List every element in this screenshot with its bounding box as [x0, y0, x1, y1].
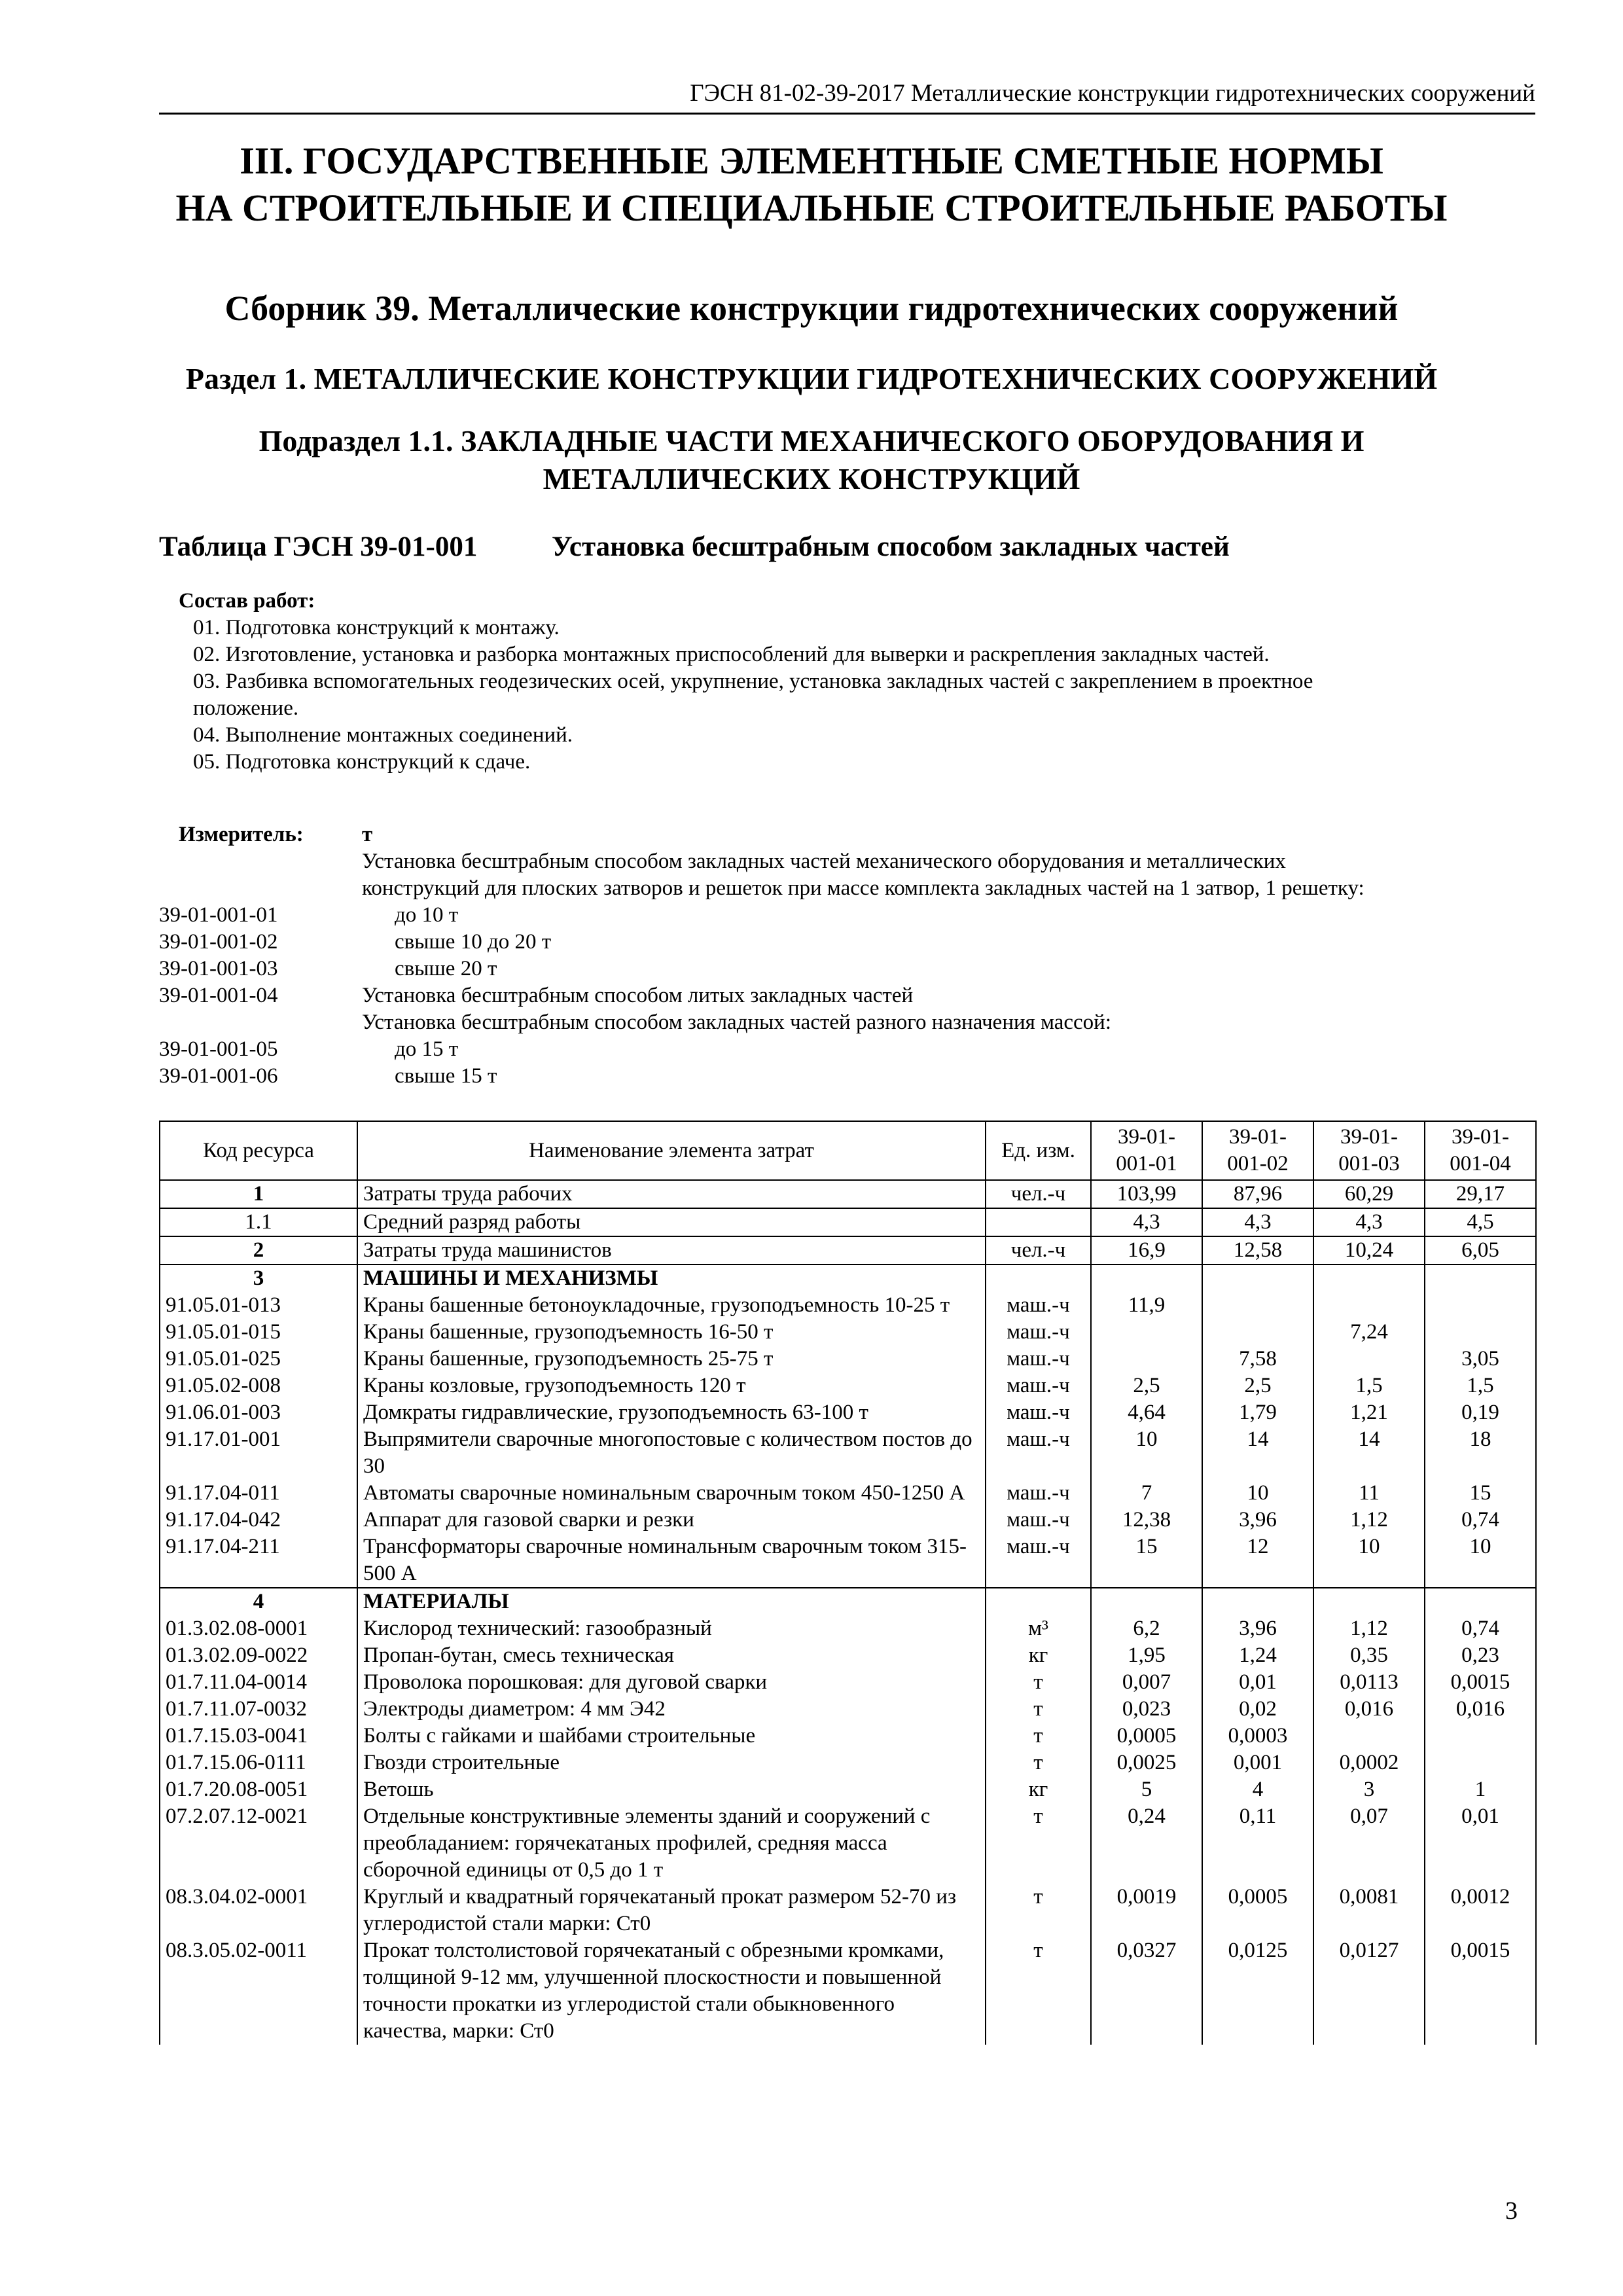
cell-value: 0,016	[1425, 1696, 1536, 1723]
table-row	[160, 1292, 1536, 1319]
section-title: Раздел 1. МЕТАЛЛИЧЕСКИЕ КОНСТРУКЦИИ ГИДРОТЕХНИЧЕСКИХ СООРУЖЕНИЙ	[185, 362, 1438, 395]
cell-unit: т	[986, 1669, 1091, 1696]
cell-code: 1	[160, 1180, 357, 1208]
header-col-line: 001-02	[1227, 1152, 1289, 1175]
collection-title: Сборник 39. Металлические конструкции гидротехнических сооружений	[224, 289, 1399, 328]
meter-text: до 15 т	[395, 1037, 459, 1061]
header-code: Код ресурса	[160, 1121, 357, 1180]
meter-code: 39-01-001-04	[159, 984, 278, 1007]
cell-value	[1313, 1265, 1425, 1292]
cell-value	[1202, 1265, 1313, 1292]
meter-text: свыше 15 т	[395, 1064, 497, 1088]
cell-value: 12,58	[1202, 1236, 1313, 1265]
cell-code: 91.05.01-013	[160, 1292, 357, 1319]
cell-code: 01.7.20.08-0051	[160, 1776, 357, 1803]
cell-value: 0,023	[1091, 1696, 1202, 1723]
table-row	[160, 1319, 1536, 1346]
cell-value	[1313, 1588, 1425, 1615]
cell-value: 1,24	[1202, 1642, 1313, 1669]
cell-name: Краны козловые, грузоподъемность 120 т	[357, 1372, 986, 1399]
table-row	[160, 1803, 1536, 1884]
cell-name: Пропан-бутан, смесь техническая	[357, 1642, 986, 1669]
cell-value	[1091, 1265, 1202, 1292]
meter-text: Установка бесштрабным способом литых закладных частей	[362, 984, 914, 1007]
cell-value: 87,96	[1202, 1180, 1313, 1208]
cell-value: 4	[1202, 1776, 1313, 1803]
cell-value: 0,01	[1202, 1669, 1313, 1696]
cell-value: 6,05	[1425, 1236, 1536, 1265]
meter-row	[159, 1009, 1535, 1036]
cell-name: Трансформаторы сварочные номинальным сварочным током 315-500 А	[357, 1534, 986, 1588]
cell-code: 01.3.02.09-0022	[160, 1642, 357, 1669]
cell-name: Гвозди строительные	[357, 1749, 986, 1776]
table-row	[160, 1426, 1536, 1480]
header-name: Наименование элемента затрат	[357, 1121, 986, 1180]
meter-label: Измеритель:	[179, 823, 304, 846]
header-unit: Ед. изм.	[986, 1121, 1091, 1180]
table-row	[160, 1937, 1536, 2045]
cell-name: Отдельные конструктивные элементы зданий и сооружений с преобладанием: горячекатаных профилей, средняя масса сборочной единицы от 0,5 до 1 т	[357, 1803, 986, 1884]
cell-unit: м³	[986, 1615, 1091, 1642]
cell-value	[1202, 1319, 1313, 1346]
cell-unit: т	[986, 1803, 1091, 1884]
cell-value: 0,24	[1091, 1803, 1202, 1884]
meter-row	[159, 1036, 1535, 1063]
running-head: ГЭСН 81-02-39-2017 Металлические конструкции гидротехнических сооружений	[159, 77, 1535, 115]
table-row	[160, 1615, 1536, 1642]
cell-value: 0,0127	[1313, 1937, 1425, 2045]
cell-value: 7,24	[1313, 1319, 1425, 1346]
cell-name: Круглый и квадратный горячекатаный прокат размером 52-70 из углеродистой стали марки: Ст0	[357, 1884, 986, 1937]
cell-value: 10	[1091, 1426, 1202, 1480]
cell-value	[1425, 1749, 1536, 1776]
subsection-title-line: Подраздел 1.1. ЗАКЛАДНЫЕ ЧАСТИ МЕХАНИЧЕСКОГО ОБОРУДОВАНИЯ И	[259, 424, 1364, 457]
meter-code: 39-01-001-05	[159, 1037, 278, 1061]
meter-text: до 10 т	[395, 903, 459, 927]
cell-unit: т	[986, 1749, 1091, 1776]
cell-value: 4,5	[1425, 1208, 1536, 1236]
cell-value: 0,23	[1425, 1642, 1536, 1669]
cell-value	[1202, 1588, 1313, 1615]
cell-code: 91.17.04-211	[160, 1534, 357, 1588]
header-col-line: 39-01-	[1340, 1125, 1398, 1149]
cell-value: 3,96	[1202, 1507, 1313, 1534]
cell-name: Болты с гайками и шайбами строительные	[357, 1723, 986, 1749]
header-col	[1202, 1121, 1313, 1180]
table-row	[160, 1669, 1536, 1696]
cell-value: 0,35	[1313, 1642, 1425, 1669]
cell-name: МАТЕРИАЛЫ	[357, 1588, 986, 1615]
cell-name: Электроды диаметром: 4 мм Э42	[357, 1696, 986, 1723]
cell-value: 1,21	[1313, 1399, 1425, 1426]
page-number: 3	[1505, 2197, 1518, 2225]
cell-value: 1,5	[1425, 1372, 1536, 1399]
cell-value	[1313, 1346, 1425, 1372]
table-row	[160, 1208, 1536, 1236]
cell-value: 12,38	[1091, 1507, 1202, 1534]
cell-value: 0,016	[1313, 1696, 1425, 1723]
cell-name: Выпрямители сварочные многопостовые с количеством постов до 30	[357, 1426, 986, 1480]
cell-value: 2,5	[1091, 1372, 1202, 1399]
cell-value: 0,0113	[1313, 1669, 1425, 1696]
cell-value: 0,74	[1425, 1615, 1536, 1642]
part-title-line: III. ГОСУДАРСТВЕННЫЕ ЭЛЕМЕНТНЫЕ СМЕТНЫЕ НОРМЫ	[240, 139, 1383, 182]
cell-name: Аппарат для газовой сварки и резки	[357, 1507, 986, 1534]
cell-name: Краны башенные, грузоподъемность 16-50 т	[357, 1319, 986, 1346]
cell-name: Краны башенные, грузоподъемность 25-75 т	[357, 1346, 986, 1372]
cell-value	[1091, 1346, 1202, 1372]
cell-value	[1425, 1292, 1536, 1319]
meter-row	[159, 929, 1535, 956]
cell-value: 15	[1091, 1534, 1202, 1588]
cell-value: 0,0019	[1091, 1884, 1202, 1937]
work-item: 03. Разбивка вспомогательных геодезических осей, укрупнение, установка закладных частей с закреплением в проектное	[193, 670, 1313, 693]
cell-value	[1313, 1292, 1425, 1319]
table-row	[160, 1346, 1536, 1372]
cell-value: 1,12	[1313, 1507, 1425, 1534]
cell-unit	[986, 1265, 1091, 1292]
cell-unit: маш.-ч	[986, 1346, 1091, 1372]
cell-value: 0,0002	[1313, 1749, 1425, 1776]
cell-name: Ветошь	[357, 1776, 986, 1803]
part-title	[0, 137, 1623, 232]
cell-value: 3,96	[1202, 1615, 1313, 1642]
cell-code: 07.2.07.12-0021	[160, 1803, 357, 1884]
table-row	[160, 1696, 1536, 1723]
cell-unit: чел.-ч	[986, 1236, 1091, 1265]
meter-row	[159, 821, 1535, 848]
table-row	[160, 1480, 1536, 1507]
cell-value: 15	[1425, 1480, 1536, 1507]
cell-name: Средний разряд работы	[357, 1208, 986, 1236]
subsection-title-line: МЕТАЛЛИЧЕСКИХ КОНСТРУКЦИЙ	[543, 462, 1080, 495]
cell-value: 3	[1313, 1776, 1425, 1803]
cell-value: 0,0015	[1425, 1937, 1536, 2045]
meter-block	[159, 821, 1535, 1090]
table-row	[160, 1372, 1536, 1399]
cell-value: 1,79	[1202, 1399, 1313, 1426]
norm-table	[159, 1121, 1537, 2045]
cell-unit: маш.-ч	[986, 1507, 1091, 1534]
header-col	[1091, 1121, 1202, 1180]
cell-unit: маш.-ч	[986, 1534, 1091, 1588]
meter-code: 39-01-001-01	[159, 903, 278, 927]
table-row	[160, 1884, 1536, 1937]
part-title-line: НА СТРОИТЕЛЬНЫЕ И СПЕЦИАЛЬНЫЕ СТРОИТЕЛЬНЫЕ РАБОТЫ	[175, 187, 1448, 229]
cell-value: 5	[1091, 1776, 1202, 1803]
table-row	[160, 1534, 1536, 1588]
table-body	[160, 1180, 1536, 2045]
cell-code: 08.3.05.02-0011	[160, 1937, 357, 2045]
cell-value: 0,02	[1202, 1696, 1313, 1723]
meter-row	[159, 902, 1535, 929]
cell-value	[1425, 1723, 1536, 1749]
table-row	[160, 1749, 1536, 1776]
meter-row	[159, 982, 1535, 1009]
cell-code: 91.06.01-003	[160, 1399, 357, 1426]
cell-value: 29,17	[1425, 1180, 1536, 1208]
cell-code: 01.7.15.03-0041	[160, 1723, 357, 1749]
meter-row	[159, 848, 1535, 875]
table-row	[160, 1236, 1536, 1265]
meter-text: Установка бесштрабным способом закладных частей механического оборудования и металлических	[362, 850, 1286, 873]
table-caption-code: Таблица ГЭСН 39-01-001	[159, 531, 478, 562]
cell-name: Краны башенные бетоноукладочные, грузоподъемность 10-25 т	[357, 1292, 986, 1319]
cell-value: 60,29	[1313, 1180, 1425, 1208]
cell-value: 0,0003	[1202, 1723, 1313, 1749]
header-col-line: 39-01-	[1118, 1125, 1175, 1149]
meter-row	[159, 956, 1535, 982]
cell-unit: маш.-ч	[986, 1426, 1091, 1480]
work-item: 02. Изготовление, установка и разборка монтажных приспособлений для выверки и раскрепления закладных частей.	[193, 643, 1270, 666]
cell-code: 91.17.01-001	[160, 1426, 357, 1480]
cell-value: 10	[1313, 1534, 1425, 1588]
table-row	[160, 1776, 1536, 1803]
header-col	[1425, 1121, 1536, 1180]
cell-value: 10	[1425, 1534, 1536, 1588]
cell-value: 6,2	[1091, 1615, 1202, 1642]
table-row	[160, 1723, 1536, 1749]
work-composition-heading: Состав работ:	[179, 589, 315, 613]
cell-value: 12	[1202, 1534, 1313, 1588]
table-row	[160, 1642, 1536, 1669]
cell-unit: маш.-ч	[986, 1399, 1091, 1426]
cell-value: 14	[1313, 1426, 1425, 1480]
cell-value: 10	[1202, 1480, 1313, 1507]
cell-value: 0,001	[1202, 1749, 1313, 1776]
cell-unit: маш.-ч	[986, 1372, 1091, 1399]
meter-code: 39-01-001-03	[159, 957, 278, 980]
cell-value: 0,11	[1202, 1803, 1313, 1884]
cell-value: 1,95	[1091, 1642, 1202, 1669]
cell-value: 0,007	[1091, 1669, 1202, 1696]
cell-unit: т	[986, 1937, 1091, 2045]
cell-value: 18	[1425, 1426, 1536, 1480]
cell-value: 0,0327	[1091, 1937, 1202, 2045]
cell-unit: маш.-ч	[986, 1292, 1091, 1319]
cell-code: 01.7.15.06-0111	[160, 1749, 357, 1776]
cell-value: 0,07	[1313, 1803, 1425, 1884]
meter-code: 39-01-001-06	[159, 1064, 278, 1088]
cell-value: 0,0081	[1313, 1884, 1425, 1937]
cell-code: 2	[160, 1236, 357, 1265]
work-item: 05. Подготовка конструкций к сдаче.	[193, 750, 531, 774]
cell-value: 0,74	[1425, 1507, 1536, 1534]
cell-value: 0,0015	[1425, 1669, 1536, 1696]
header-col	[1313, 1121, 1425, 1180]
table-row	[160, 1588, 1536, 1615]
cell-value	[1425, 1319, 1536, 1346]
cell-name: Прокат толстолистовой горячекатаный с обрезными кромками, толщиной 9-12 мм, улучшенной плоскостности и повышенной точности прокатки из углеродистой стали обыкновенного качества, марки: Ст0	[357, 1937, 986, 2045]
cell-value	[1425, 1588, 1536, 1615]
cell-code: 91.05.01-025	[160, 1346, 357, 1372]
cell-code: 91.17.04-042	[160, 1507, 357, 1534]
work-composition	[159, 588, 1535, 776]
cell-value: 7	[1091, 1480, 1202, 1507]
cell-code: 01.7.11.04-0014	[160, 1669, 357, 1696]
cell-value: 7,58	[1202, 1346, 1313, 1372]
meter-text: свыше 20 т	[395, 957, 497, 980]
cell-value: 0,01	[1425, 1803, 1536, 1884]
cell-value: 0,0125	[1202, 1937, 1313, 2045]
cell-code: 91.05.01-015	[160, 1319, 357, 1346]
cell-code: 91.17.04-011	[160, 1480, 357, 1507]
cell-value: 16,9	[1091, 1236, 1202, 1265]
cell-code: 08.3.04.02-0001	[160, 1884, 357, 1937]
cell-value: 10,24	[1313, 1236, 1425, 1265]
table-caption	[159, 529, 1230, 565]
meter-text: свыше 10 до 20 т	[395, 930, 552, 954]
cell-unit: чел.-ч	[986, 1180, 1091, 1208]
cell-value: 14	[1202, 1426, 1313, 1480]
table-row	[160, 1180, 1536, 1208]
subsection-title	[0, 422, 1623, 498]
work-item: 04. Выполнение монтажных соединений.	[193, 723, 573, 747]
cell-unit: кг	[986, 1642, 1091, 1669]
header-col-line: 39-01-	[1452, 1125, 1509, 1149]
work-item: 01. Подготовка конструкций к монтажу.	[193, 616, 560, 639]
cell-value	[1313, 1723, 1425, 1749]
cell-value: 0,0012	[1425, 1884, 1536, 1937]
cell-value: 103,99	[1091, 1180, 1202, 1208]
cell-value: 3,05	[1425, 1346, 1536, 1372]
cell-unit: кг	[986, 1776, 1091, 1803]
cell-value: 0,19	[1425, 1399, 1536, 1426]
cell-value: 1	[1425, 1776, 1536, 1803]
table-row	[160, 1265, 1536, 1292]
cell-value: 1,12	[1313, 1615, 1425, 1642]
meter-code: 39-01-001-02	[159, 930, 278, 954]
cell-code: 3	[160, 1265, 357, 1292]
cell-unit	[986, 1588, 1091, 1615]
cell-value: 4,3	[1313, 1208, 1425, 1236]
cell-value: 0,0005	[1091, 1723, 1202, 1749]
header-col-line: 001-03	[1338, 1152, 1400, 1175]
cell-value: 2,5	[1202, 1372, 1313, 1399]
cell-value: 4,3	[1202, 1208, 1313, 1236]
cell-value	[1091, 1319, 1202, 1346]
cell-unit: т	[986, 1884, 1091, 1937]
cell-value	[1091, 1588, 1202, 1615]
cell-name: МАШИНЫ И МЕХАНИЗМЫ	[357, 1265, 986, 1292]
cell-code: 4	[160, 1588, 357, 1615]
cell-value: 4,64	[1091, 1399, 1202, 1426]
cell-value	[1425, 1265, 1536, 1292]
meter-text: конструкций для плоских затворов и решеток при массе комплекта закладных частей на 1 затвор, 1 решетку:	[362, 876, 1364, 900]
cell-unit: маш.-ч	[986, 1480, 1091, 1507]
cell-unit	[986, 1208, 1091, 1236]
cell-name: Затраты труда рабочих	[357, 1180, 986, 1208]
cell-code: 01.3.02.08-0001	[160, 1615, 357, 1642]
cell-name: Кислород технический: газообразный	[357, 1615, 986, 1642]
table-row	[160, 1399, 1536, 1426]
header-col-line: 39-01-	[1229, 1125, 1287, 1149]
header-col-line: 001-01	[1116, 1152, 1177, 1175]
cell-value: 11,9	[1091, 1292, 1202, 1319]
meter-row	[159, 875, 1535, 902]
cell-code: 91.05.02-008	[160, 1372, 357, 1399]
cell-unit: т	[986, 1723, 1091, 1749]
cell-name: Автоматы сварочные номинальным сварочным током 450-1250 А	[357, 1480, 986, 1507]
cell-value: 0,0005	[1202, 1884, 1313, 1937]
work-item-continuation: положение.	[193, 696, 299, 720]
cell-value: 0,0025	[1091, 1749, 1202, 1776]
meter-unit: т	[362, 823, 373, 846]
meter-row	[159, 1063, 1535, 1090]
cell-value	[1202, 1292, 1313, 1319]
table-caption-name: Установка бесштрабным способом закладных частей	[552, 531, 1230, 562]
meter-text: Установка бесштрабным способом закладных частей разного назначения массой:	[362, 1011, 1111, 1034]
cell-unit: т	[986, 1696, 1091, 1723]
cell-code: 1.1	[160, 1208, 357, 1236]
cell-name: Домкраты гидравлические, грузоподъемность 63-100 т	[357, 1399, 986, 1426]
header-col-line: 001-04	[1450, 1152, 1511, 1175]
cell-value: 4,3	[1091, 1208, 1202, 1236]
table-header-row	[160, 1121, 1536, 1180]
cell-value: 11	[1313, 1480, 1425, 1507]
cell-code: 01.7.11.07-0032	[160, 1696, 357, 1723]
cell-name: Затраты труда машинистов	[357, 1236, 986, 1265]
cell-name: Проволока порошковая: для дуговой сварки	[357, 1669, 986, 1696]
table-row	[160, 1507, 1536, 1534]
cell-value: 1,5	[1313, 1372, 1425, 1399]
cell-unit: маш.-ч	[986, 1319, 1091, 1346]
